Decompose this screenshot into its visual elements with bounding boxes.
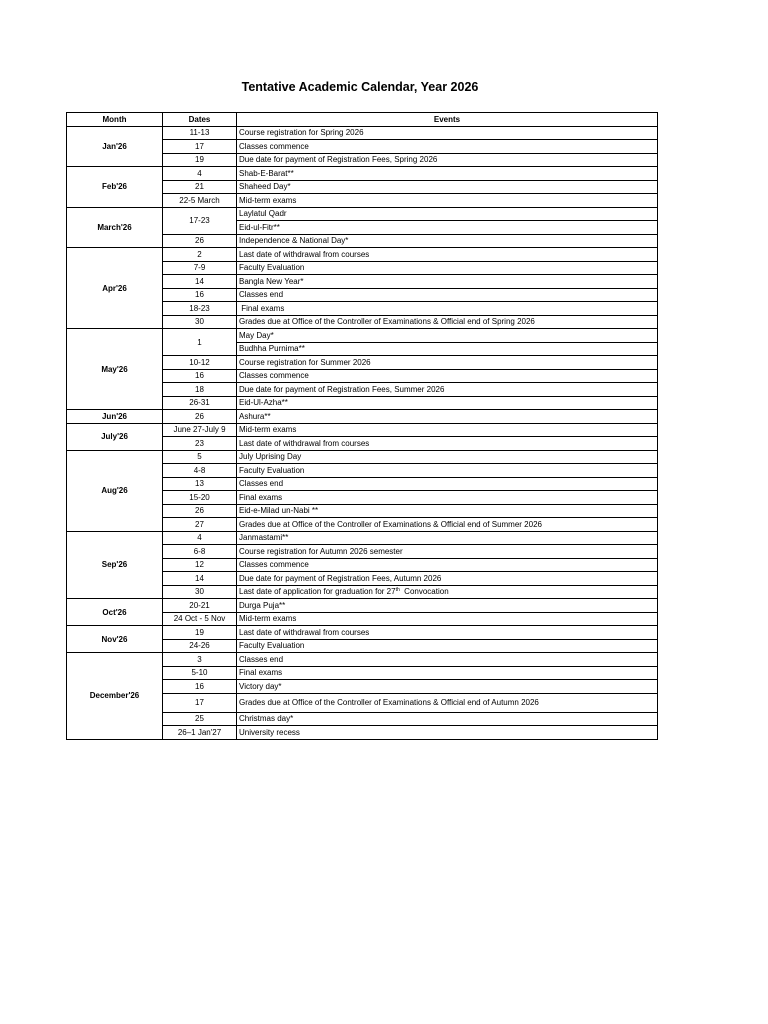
table-row [67, 626, 658, 640]
month-cell: Jun'26 [67, 410, 163, 424]
date-cell: 17 [163, 693, 237, 712]
date-cell: 4 [163, 531, 237, 545]
month-cell: Apr'26 [67, 248, 163, 329]
event-cell: Christmas day* [237, 712, 658, 726]
event-cell: Mid-term exams [237, 194, 658, 208]
event-cell: Classes commence [237, 558, 658, 572]
event-text-tail: Convocation [399, 587, 449, 597]
date-cell: 20-21 [163, 599, 237, 613]
event-cell: Mid-term exams [237, 423, 658, 437]
event-cell: Due date for payment of Registration Fees, Summer 2026 [237, 383, 658, 397]
table-row [67, 207, 658, 221]
event-cell: Classes end [237, 288, 658, 302]
event-cell [237, 585, 658, 599]
date-cell: 14 [163, 572, 237, 586]
event-cell: Ashura** [237, 410, 658, 424]
event-cell: Course registration for Spring 2026 [237, 126, 658, 140]
date-cell: 19 [163, 153, 237, 167]
date-cell: 5-10 [163, 666, 237, 680]
date-cell: 4 [163, 167, 237, 181]
date-cell: 10-12 [163, 356, 237, 370]
date-cell: 4-8 [163, 464, 237, 478]
table-row [67, 410, 658, 424]
event-cell: Last date of withdrawal from courses [237, 248, 658, 262]
date-cell: 30 [163, 315, 237, 329]
event-cell: Grades due at Office of the Controller of Examinations & Official end of Spring 2026 [237, 315, 658, 329]
ordinal-suffix: th [395, 587, 400, 594]
date-cell: 18 [163, 383, 237, 397]
date-cell: 23 [163, 437, 237, 451]
table-row [67, 167, 658, 181]
dates-column-header: Dates [163, 113, 237, 127]
event-cell: May Day* [237, 329, 658, 343]
event-cell: Last date of withdrawal from courses [237, 626, 658, 640]
event-cell: Due date for payment of Registration Fees, Autumn 2026 [237, 572, 658, 586]
month-cell: Sep'26 [67, 531, 163, 599]
date-cell: 17 [163, 140, 237, 154]
event-cell: Independence & National Day* [237, 234, 658, 248]
event-cell: Final exams [237, 491, 658, 505]
event-cell: Due date for payment of Registration Fees, Spring 2026 [237, 153, 658, 167]
month-cell: Aug'26 [67, 450, 163, 531]
date-cell: 11-13 [163, 126, 237, 140]
date-cell: 16 [163, 369, 237, 383]
date-cell: 21 [163, 180, 237, 194]
month-cell: Jan'26 [67, 126, 163, 167]
event-cell: Shab-E-Barat** [237, 167, 658, 181]
event-cell: Grades due at Office of the Controller of Examinations & Official end of Summer 2026 [237, 518, 658, 532]
date-cell: 24 Oct - 5 Nov [163, 612, 237, 626]
event-cell: Classes end [237, 653, 658, 667]
table-row [67, 248, 658, 262]
event-cell: Eid-ul-Fitr** [237, 221, 658, 235]
date-cell: 26 [163, 504, 237, 518]
table-row [67, 329, 658, 343]
event-cell: University recess [237, 726, 658, 740]
date-cell: 26 [163, 410, 237, 424]
event-cell: Classes end [237, 477, 658, 491]
event-cell: Faculty Evaluation [237, 261, 658, 275]
month-cell: Oct'26 [67, 599, 163, 626]
date-cell: 6-8 [163, 545, 237, 559]
date-cell: 7-9 [163, 261, 237, 275]
event-text: Last date of application for graduation for 27 [239, 587, 396, 597]
table-row [67, 423, 658, 437]
table-row [67, 599, 658, 613]
event-cell: July Uprising Day [237, 450, 658, 464]
event-cell: Mid-term exams [237, 612, 658, 626]
date-cell: 16 [163, 288, 237, 302]
date-cell: 5 [163, 450, 237, 464]
month-cell: May'26 [67, 329, 163, 410]
month-cell: Feb'26 [67, 167, 163, 208]
table-row [67, 450, 658, 464]
event-cell: Classes commence [237, 369, 658, 383]
event-cell: Final exams [237, 666, 658, 680]
date-cell: 1 [163, 329, 237, 356]
table-header-row [67, 113, 658, 127]
date-cell: 26–1 Jan'27 [163, 726, 237, 740]
table-row [67, 653, 658, 667]
date-cell: 16 [163, 680, 237, 694]
event-cell: Classes commence [237, 140, 658, 154]
date-cell: 19 [163, 626, 237, 640]
date-cell: 12 [163, 558, 237, 572]
event-cell: Shaheed Day* [237, 180, 658, 194]
event-cell: Budhha Purnima** [237, 342, 658, 356]
date-cell: 15-20 [163, 491, 237, 505]
date-cell: 3 [163, 653, 237, 667]
month-cell: December'26 [67, 653, 163, 740]
month-cell: July'26 [67, 423, 163, 450]
date-cell: June 27-July 9 [163, 423, 237, 437]
event-cell: Durga Puja** [237, 599, 658, 613]
date-cell: 27 [163, 518, 237, 532]
event-cell: Faculty Evaluation [237, 639, 658, 653]
page-title: Tentative Academic Calendar, Year 2026 [241, 80, 479, 94]
month-cell: Nov'26 [67, 626, 163, 653]
month-column-header: Month [67, 113, 163, 127]
event-cell: Eid-e-Milad un-Nabi ** [237, 504, 658, 518]
date-cell: 26 [163, 234, 237, 248]
date-cell: 26-31 [163, 396, 237, 410]
academic-calendar-table [66, 112, 658, 740]
date-cell: 18-23 [163, 302, 237, 316]
event-cell: Faculty Evaluation [237, 464, 658, 478]
table-row [67, 531, 658, 545]
date-cell: 25 [163, 712, 237, 726]
event-cell: Bangla New Year* [237, 275, 658, 289]
event-cell: Janmastami** [237, 531, 658, 545]
date-cell: 13 [163, 477, 237, 491]
event-cell: Eid-Ul-Azha** [237, 396, 658, 410]
month-cell: March'26 [67, 207, 163, 248]
date-cell: 17-23 [163, 207, 237, 234]
date-cell: 30 [163, 585, 237, 599]
event-cell: Course registration for Summer 2026 [237, 356, 658, 370]
event-cell: Course registration for Autumn 2026 semester [237, 545, 658, 559]
calendar-body [67, 126, 658, 739]
date-cell: 22-5 March [163, 194, 237, 208]
date-cell: 14 [163, 275, 237, 289]
date-cell: 2 [163, 248, 237, 262]
event-cell: Victory day* [237, 680, 658, 694]
event-cell: Grades due at Office of the Controller of Examinations & Official end of Autumn 2026 [237, 693, 658, 712]
event-cell: Last date of withdrawal from courses [237, 437, 658, 451]
table-row [67, 126, 658, 140]
event-cell: Final exams [237, 302, 658, 316]
event-cell: Laylatul Qadr [237, 207, 658, 221]
date-cell: 24-26 [163, 639, 237, 653]
events-column-header: Events [237, 113, 658, 127]
